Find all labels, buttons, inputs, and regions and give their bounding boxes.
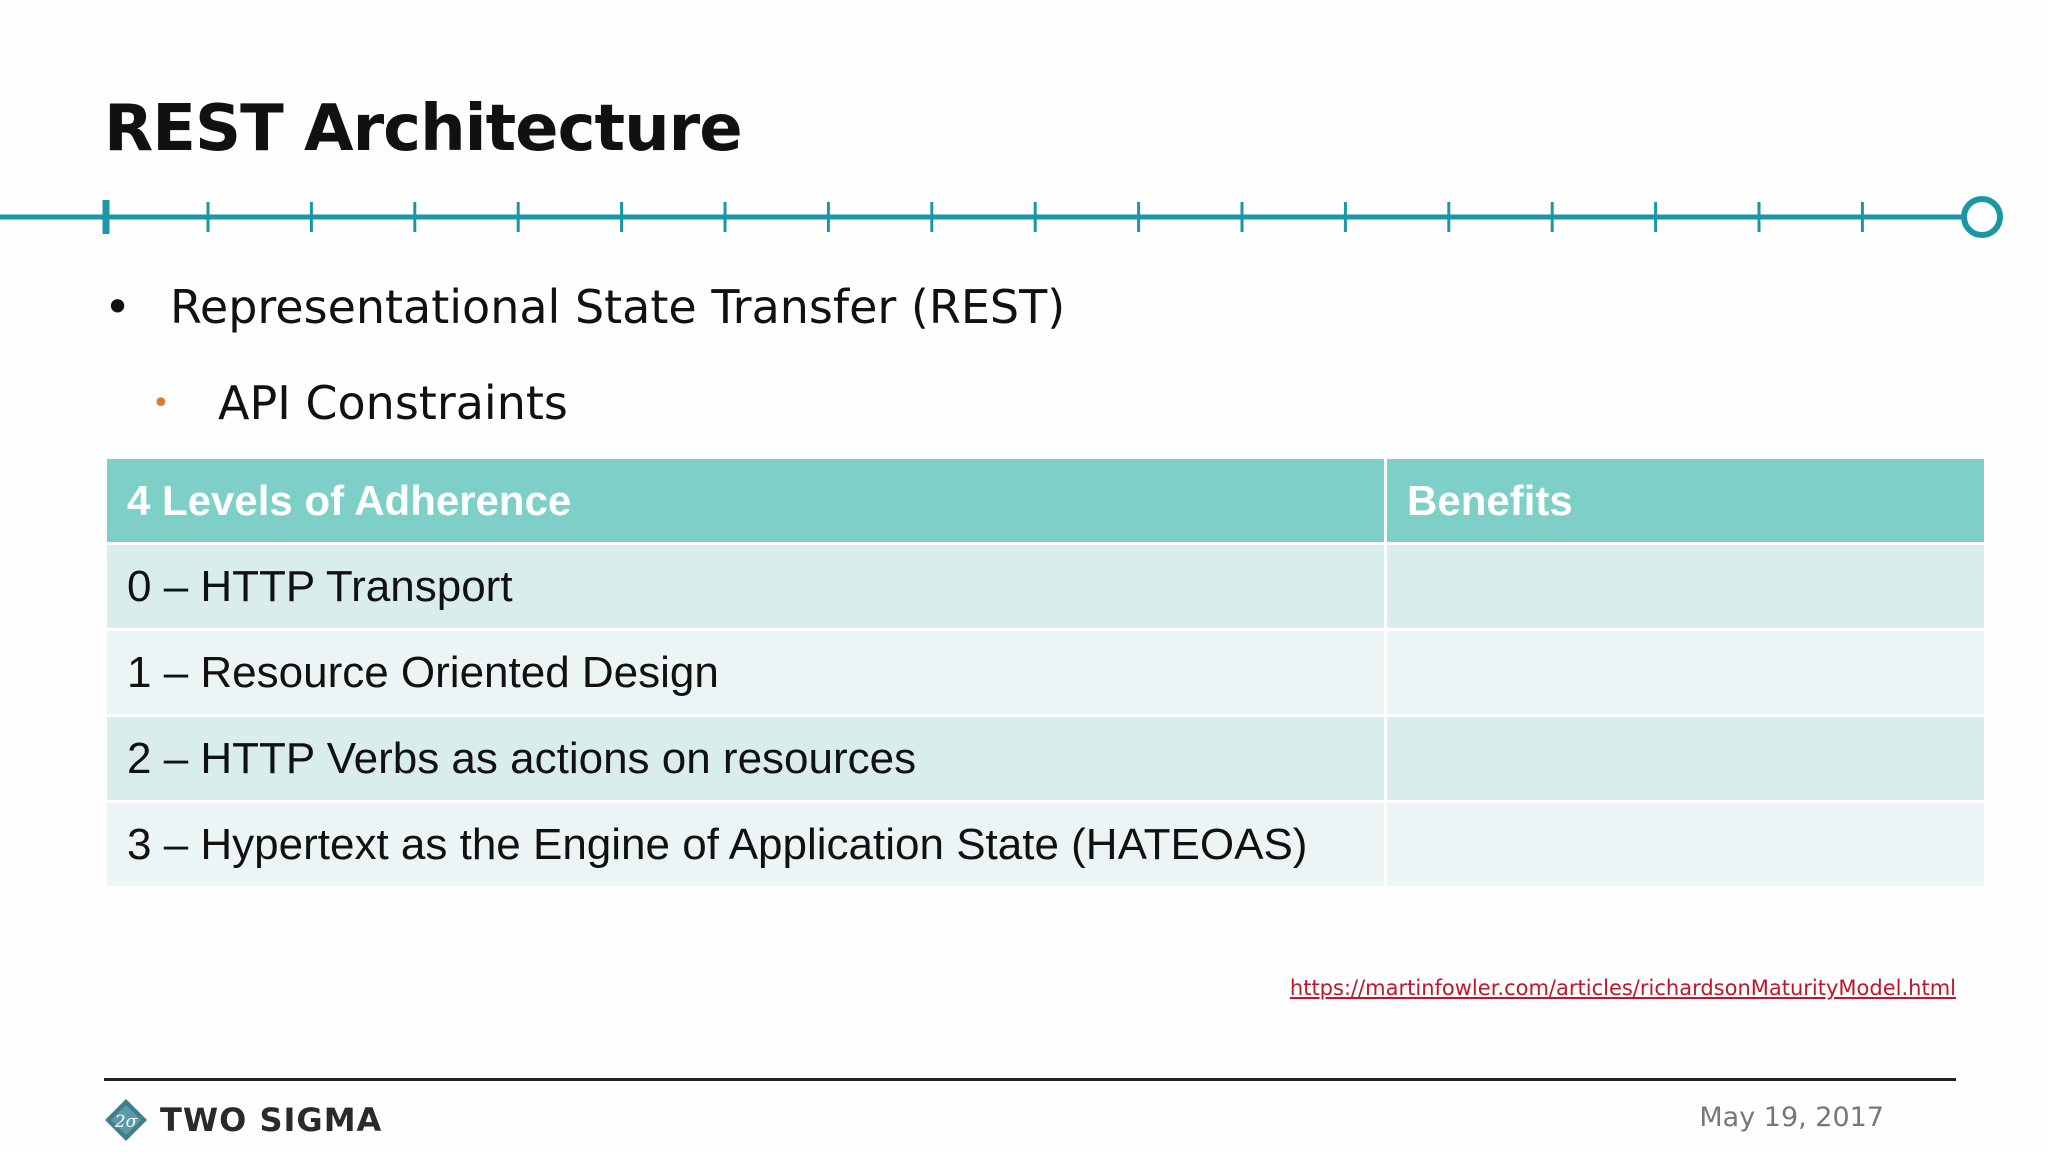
adherence-levels-table	[104, 456, 1987, 889]
logo-text: TWO SIGMA	[160, 1101, 383, 1139]
benefit-cell	[1386, 544, 1986, 630]
bullet-text: Representational State Transfer (REST)	[170, 280, 1066, 334]
timeline-decoration	[0, 190, 2048, 250]
benefit-cell	[1386, 716, 1986, 802]
header-benefits: Benefits	[1386, 458, 1986, 544]
benefit-cell	[1386, 802, 1986, 888]
bullet-marker: •	[104, 280, 132, 334]
table-row	[106, 802, 1986, 888]
header-levels: 4 Levels of Adherence	[106, 458, 1386, 544]
two-sigma-logo	[104, 1096, 382, 1144]
logo-mark-text: 2σ	[114, 1112, 138, 1132]
two-sigma-diamond-logo-icon	[104, 1098, 148, 1142]
footer-divider	[104, 1078, 1956, 1081]
timeline-end-circle	[1964, 199, 2000, 235]
table-row	[106, 630, 1986, 716]
table-header-row	[106, 458, 1986, 544]
sub-bullet-marker: •	[152, 386, 170, 421]
level-cell: 2 – HTTP Verbs as actions on resources	[106, 716, 1386, 802]
level-cell: 0 – HTTP Transport	[106, 544, 1386, 630]
slide-title: REST Architecture	[104, 92, 742, 166]
sub-bullet-text: API Constraints	[218, 376, 568, 430]
table-row	[106, 544, 1986, 630]
level-cell: 3 – Hypertext as the Engine of Application State (HATEOAS)	[106, 802, 1386, 888]
level-cell: 1 – Resource Oriented Design	[106, 630, 1386, 716]
table-row	[106, 716, 1986, 802]
benefit-cell	[1386, 630, 1986, 716]
reference-link[interactable]: https://martinfowler.com/articles/richardsonMaturityModel.html	[1289, 976, 1956, 1000]
slide-date: May 19, 2017	[1699, 1102, 1884, 1133]
